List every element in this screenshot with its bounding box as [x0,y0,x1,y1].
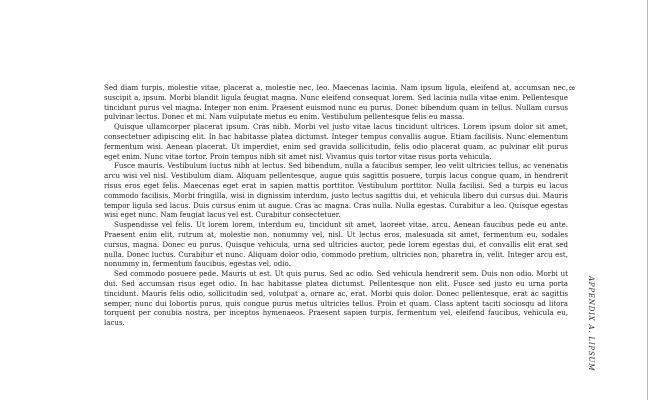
page-number: 8 [567,86,575,91]
body-text [104,83,568,328]
paragraph: Sed commodo posuere pede. Mauris ut est. Ut quis purus. Sed ac odio. Sed vehicula hendrerit sem. Duis non odio. Morbi ut dui. Sed accumsan risus eget odio. In hac habitasse platea dictumst. Pellentesque non elit. Fusce sed justo eu urna porta tincidunt. Mauris felis odio, sollicitudin sed, volutpat a, ornare ac, erat. Morbi quis dolor. Donec pellentesque, erat ac sagittis semper, nunc dui lobortis purus, quis congue purus metus ultricies tellus. Proin et quam. Class aptent taciti sociosqu ad litora torquent per conubia nostra, per inceptos hymenaeos. Praesent sapien turpis, fermentum vel, eleifend faucibus, vehicula eu, lacus. [104,269,568,328]
running-head: APPENDIX A. LIPSUM [587,276,595,372]
paragraph: Suspendisse vel felis. Ut lorem lorem, interdum eu, tincidunt sit amet, laoreet vitae, arcu. Aenean faucibus pede eu ante. Praesent enim elit, rutrum at, molestie non, nonummy vel, nisl. Ut lectus eros, malesuada sit amet, fermentum eu, sodales cursus, magna. Donec eu purus. Quisque vehicula, urna sed ultricies auctor, pede lorem egestas dui, et convallis elit erat sed nulla. Donec luctus. Curabitur et nunc. Aliquam dolor odio, commodo pretium, ultricies non, pharetra in, velit. Integer arcu est, nonummy in, fermentum faucibus, egestas vel, odio. [104,220,568,269]
paragraph: Fusce mauris. Vestibulum luctus nibh at lectus. Sed bibendum, nulla a faucibus semper, leo velit ultricies tellus, ac venenatis arcu wisi vel nisl. Vestibulum diam. Aliquam pellentesque, augue quis sagittis posuere, turpis lacus congue quam, in hendrerit risus eros eget felis. Maecenas eget erat in sapien mattis porttitor. Vestibulum porttitor. Nulla facilisi. Sed a turpis eu lacus commodo facilisis. Morbi fringilla, wisi in dignissim interdum, justo lectus sagittis dui, et vehicula libero dui cursus dui. Mauris tempor ligula sed lacus. Duis cursus enim ut augue. Cras ac magna. Cras nulla. Nulla egestas. Curabitur a leo. Quisque egestas wisi eget nunc. Nam feugiat lacus vel est. Curabitur consectetuer. [104,161,568,220]
paragraph: Sed diam turpis, molestie vitae, placerat a, molestie nec, leo. Maecenas lacinia. Nam ipsum ligula, eleifend at, accumsan nec, suscipit a, ipsum. Morbi blandit ligula feugiat magna. Nunc eleifend consequat lorem. Sed lacinia nulla vitae enim. Pellentesque tincidunt purus vel magna. Integer non enim. Praesent euismod nunc eu purus. Donec bibendum quam in tellus. Nullam cursus pulvinar lectus. Donec et mi. Nam vulputate metus eu enim. Vestibulum pellentesque felis eu massa. [104,83,568,122]
paragraph: Quisque ullamcorper placerat ipsum. Cras nibh. Morbi vel justo vitae lacus tincidunt ultrices. Lorem ipsum dolor sit amet, consectetuer adipiscing elit. In hac habitasse platea dictumst. Integer tempus convallis augue. Etiam facilisis. Nunc elementum fermentum wisi. Aenean placerat. Ut imperdiet, enim sed gravida sollicitudin, felis odio placerat quam, ac pulvinar elit purus eget enim. Nunc vitae tortor. Proin tempus nibh sit amet nisl. Vivamus quis tortor vitae risus porta vehicula. [104,122,568,161]
